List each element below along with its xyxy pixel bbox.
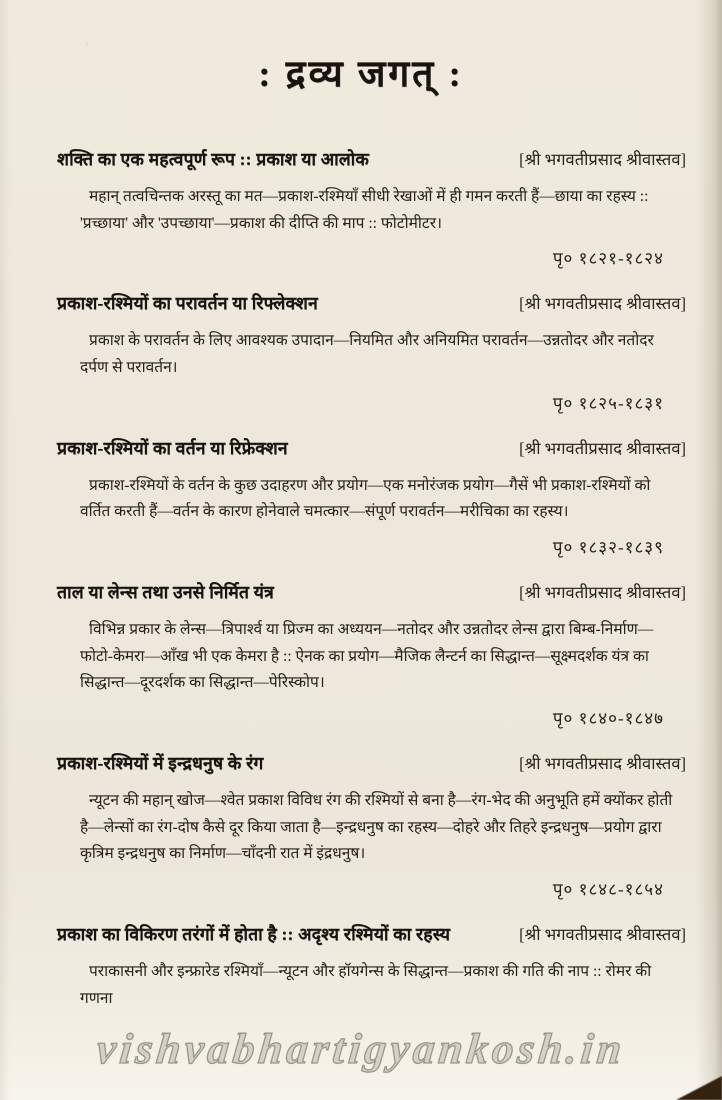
entry-header xyxy=(0,436,722,460)
toc-entry xyxy=(0,147,722,269)
entry-heading: प्रकाश-रश्मियों का परावर्तन या रिफ्लेक्शन xyxy=(57,293,318,314)
page-curl-corner xyxy=(676,1076,722,1100)
toc-entry xyxy=(0,436,722,558)
toc-entry xyxy=(0,922,722,1012)
entry-page-range: पृ० १८३२-१८३९ xyxy=(552,537,664,557)
entry-header xyxy=(0,751,722,775)
entry-description: विभिन्न प्रकार के लेन्स—त्रिपार्श्व या प्रिज्म का अध्ययन—नतोदर और उन्नतोदर लेन्स द्वारा बिम्ब-निर्माण—फोटो-केमरा—आँख भी एक केमरा है :: ऐनक का प्रयोग—मैजिक लैन्टर्न का सिद्धान्त—सूक्ष्मदर्शक यंत्र का सिद्धान्त—दूरदर्शक का सिद्धान्त—पेरिस्कोप। xyxy=(80,620,654,692)
entry-header xyxy=(0,580,722,604)
table-of-contents xyxy=(0,147,722,1012)
entry-heading: शक्ति का एक महत्वपूर्ण रूप :: प्रकाश या आलोक xyxy=(57,149,370,169)
entry-header xyxy=(0,291,722,315)
entry-description: न्यूटन की महान् खोज—श्वेत प्रकाश विविध रंग की रश्मियों से बना है—रंग-भेद की अनुभूति हमें क्योंकर होती है—लेन्सों का रंग-दोष कैसे दूर किया जाता है—इन्द्रधनुष का रहस्य—दोहरे और तिहरे इन्द्रधनुष—प्रयोग द्वारा कृत्रिम इन्द्रधनुष का निर्माण—चाँदनी रात में इंद्रधनुष। xyxy=(80,791,673,863)
entry-author: [श्री भगवतीप्रसाद श्रीवास्तव] xyxy=(519,294,686,314)
entry-author: [श्री भगवतीप्रसाद श्रीवास्तव] xyxy=(519,150,686,169)
entry-description: प्रकाश-रश्मियों के वर्तन के कुछ उदाहरण और प्रयोग—एक मनोरंजक प्रयोग—गैसें भी प्रकाश-रश्मियों को वर्तित करती हैं—वर्तन के कारण होनेवाले चमत्कार—संपूर्ण परावर्तन—मरीचिका का रहस्य। xyxy=(80,476,651,521)
entry-description: प्रकाश के परावर्तन के लिए आवश्यक उपादान—नियमित और अनियमित परावर्तन—उन्नतोदर और नतोदर दर्पण से परावर्तन। xyxy=(80,332,654,376)
entry-header xyxy=(0,147,722,171)
entry-description: पराकासनी और इन्फ्रारेड रश्मियाँ—न्यूटन और हॉयगेन्स के सिद्धान्त—प्रकाश की गति की नाप :: रोमर की गणना xyxy=(80,962,652,1007)
entry-heading: प्रकाश-रश्मियों का वर्तन या रिफ्रेक्शन xyxy=(57,437,288,458)
entry-heading: ताल या लेन्स तथा उनसे निर्मित यंत्र xyxy=(57,581,274,602)
entry-author: [श्री भगवतीप्रसाद श्रीवास्तव] xyxy=(519,438,686,458)
toc-entry xyxy=(0,751,722,900)
entry-page-range: पृ० १८४०-१८४७ xyxy=(552,708,664,728)
entry-author: [श्री भगवतीप्रसाद श्रीवास्तव] xyxy=(519,582,686,602)
entry-heading: प्रकाश-रश्मियों में इन्द्रधनुष के रंग xyxy=(57,752,264,773)
entry-header xyxy=(0,922,722,946)
toc-entry xyxy=(0,580,722,729)
entry-page-range: पृ० १८२५-१८३१ xyxy=(552,393,664,413)
entry-page-range: पृ० १८४८-१८५४ xyxy=(552,879,664,899)
entry-heading: प्रकाश का विकिरण तरंगों में होता है :: अदृश्य रश्मियों का रहस्य xyxy=(57,923,451,944)
toc-entry xyxy=(0,291,722,413)
site-watermark: vishvabhartigyankosh.in xyxy=(94,1026,628,1073)
page-title: : द्रव्य जगत् : xyxy=(258,54,464,95)
entry-description: महान् तत्वचिन्तक अरस्तू का मत—प्रकाश-रश्मियाँ सीधी रेखाओं में ही गमन करती हैं—छाया का रहस्य :: 'प्रच्छाया' और 'उपच्छाया'—प्रकाश की दीप्ति की माप :: फोटोमीटर। xyxy=(80,188,649,232)
entry-author: [श्री भगवतीप्रसाद श्रीवास्तव] xyxy=(519,753,686,773)
entry-author: [श्री भगवतीप्रसाद श्रीवास्तव] xyxy=(519,924,686,944)
entry-page-range: पृ० १८२१-१८२४ xyxy=(552,249,664,269)
